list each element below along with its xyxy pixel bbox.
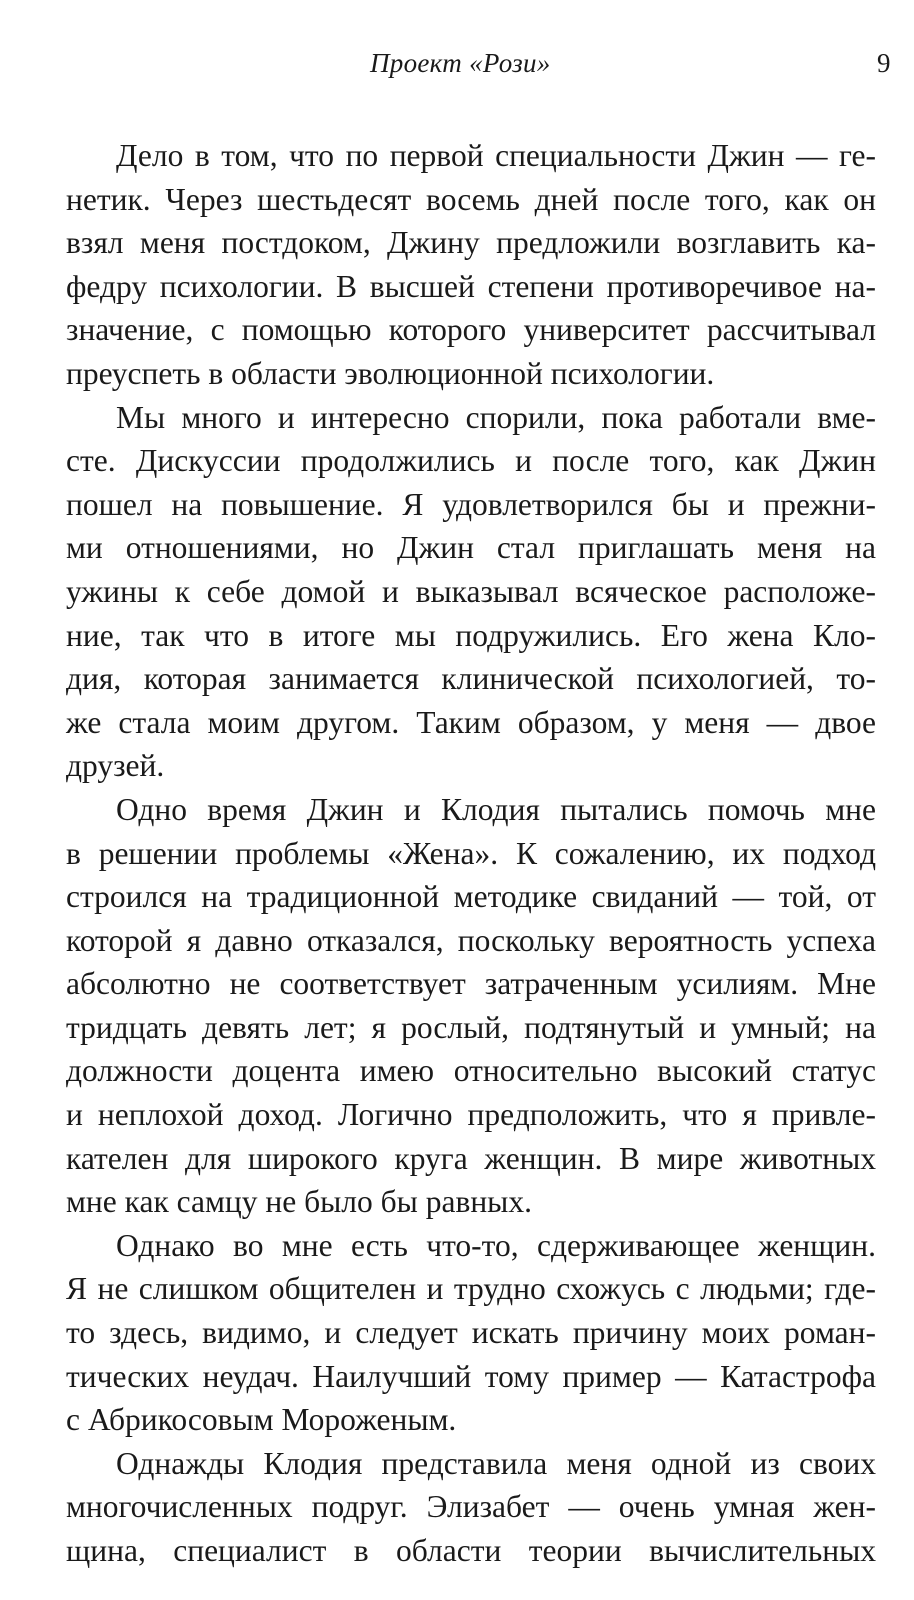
text-line: мне как самцу не было бы равных. — [66, 1184, 532, 1220]
text-line: ние, так что в итоге мы подружились. Его жена Кло- — [66, 617, 876, 653]
text-line: и неплохой доход. Логично предположить, что я привле- — [66, 1097, 876, 1133]
paragraph-4 — [66, 1224, 876, 1442]
text-line: Дело в том, что по первой специальности Джин — ге- — [116, 138, 876, 173]
body-text — [66, 134, 876, 1573]
text-line: ми отношениями, но Джин стал приглашать меня на — [66, 530, 876, 566]
text-line: же стала моим другом. Таким образом, у меня — двое — [66, 704, 876, 740]
text-line: с Абрикосовым Мороженым. — [66, 1402, 457, 1438]
text-line: Мы много и интересно спорили, пока работали вме- — [116, 399, 876, 435]
text-line: дия, которая занимается клинической психологией, то- — [66, 661, 876, 697]
text-line: ужины к себе домой и выказывал всяческое расположе- — [66, 573, 876, 609]
text-line: которой я давно отказался, поскольку вероятность успеха — [66, 922, 876, 958]
text-line: сте. Дискуссии продолжились и после того, как Джин — [66, 443, 876, 479]
text-line: преуспеть в области эволюционной психологии. — [66, 355, 715, 391]
text-line: федру психологии. В высшей степени противоречивое на- — [66, 268, 876, 304]
text-line: Одно время Джин и Клодия пытались помочь мне — [116, 791, 876, 827]
text-line: взял меня постдоком, Джину предложили возглавить ка- — [66, 225, 876, 261]
text-line: Однажды Клодия представила меня одной из своих — [116, 1445, 876, 1481]
text-line: значение, с помощью которого университет рассчитывал — [66, 312, 876, 348]
running-title: Проект «Рози» — [370, 48, 551, 78]
text-line: абсолютно не соответствует затраченным усилиям. Мне — [66, 966, 876, 1002]
paragraph-3 — [66, 788, 876, 1224]
text-line: строился на традиционной методике свиданий — той, от — [66, 879, 876, 915]
text-line: многочисленных подруг. Элизабет — очень умная жен- — [66, 1489, 876, 1525]
text-line: Однако во мне есть что-то, сдерживающее женщин. — [116, 1227, 876, 1263]
text-line: кателен для широкого круга женщин. В мире животных — [66, 1140, 876, 1176]
running-head — [0, 48, 914, 88]
text-line: пошел на повышение. Я удовлетворился бы и прежни- — [66, 486, 876, 522]
text-line: тридцать девять лет; я рослый, подтянутый и умный; на — [66, 1009, 876, 1045]
text-line: щина, специалист в области теории вычислительных — [66, 1533, 876, 1568]
paragraph-2 — [66, 396, 876, 788]
page-number: 9 — [877, 48, 891, 78]
text-line: то здесь, видимо, и следует искать причину моих роман- — [66, 1315, 876, 1351]
paragraph-1 — [66, 134, 876, 396]
text-line: должности доцента имею относительно высокий статус — [66, 1053, 876, 1089]
text-line: нетик. Через шестьдесят восемь дней после того, как он — [66, 181, 876, 217]
text-line: Я не слишком общителен и трудно схожусь с людьми; где- — [66, 1271, 876, 1307]
text-line: друзей. — [66, 748, 165, 784]
text-line: в решении проблемы «Жена». К сожалению, их подход — [66, 835, 876, 871]
text-line: тических неудач. Наилучший тому пример — Катастрофа — [66, 1358, 876, 1394]
paragraph-5 — [66, 1442, 876, 1573]
